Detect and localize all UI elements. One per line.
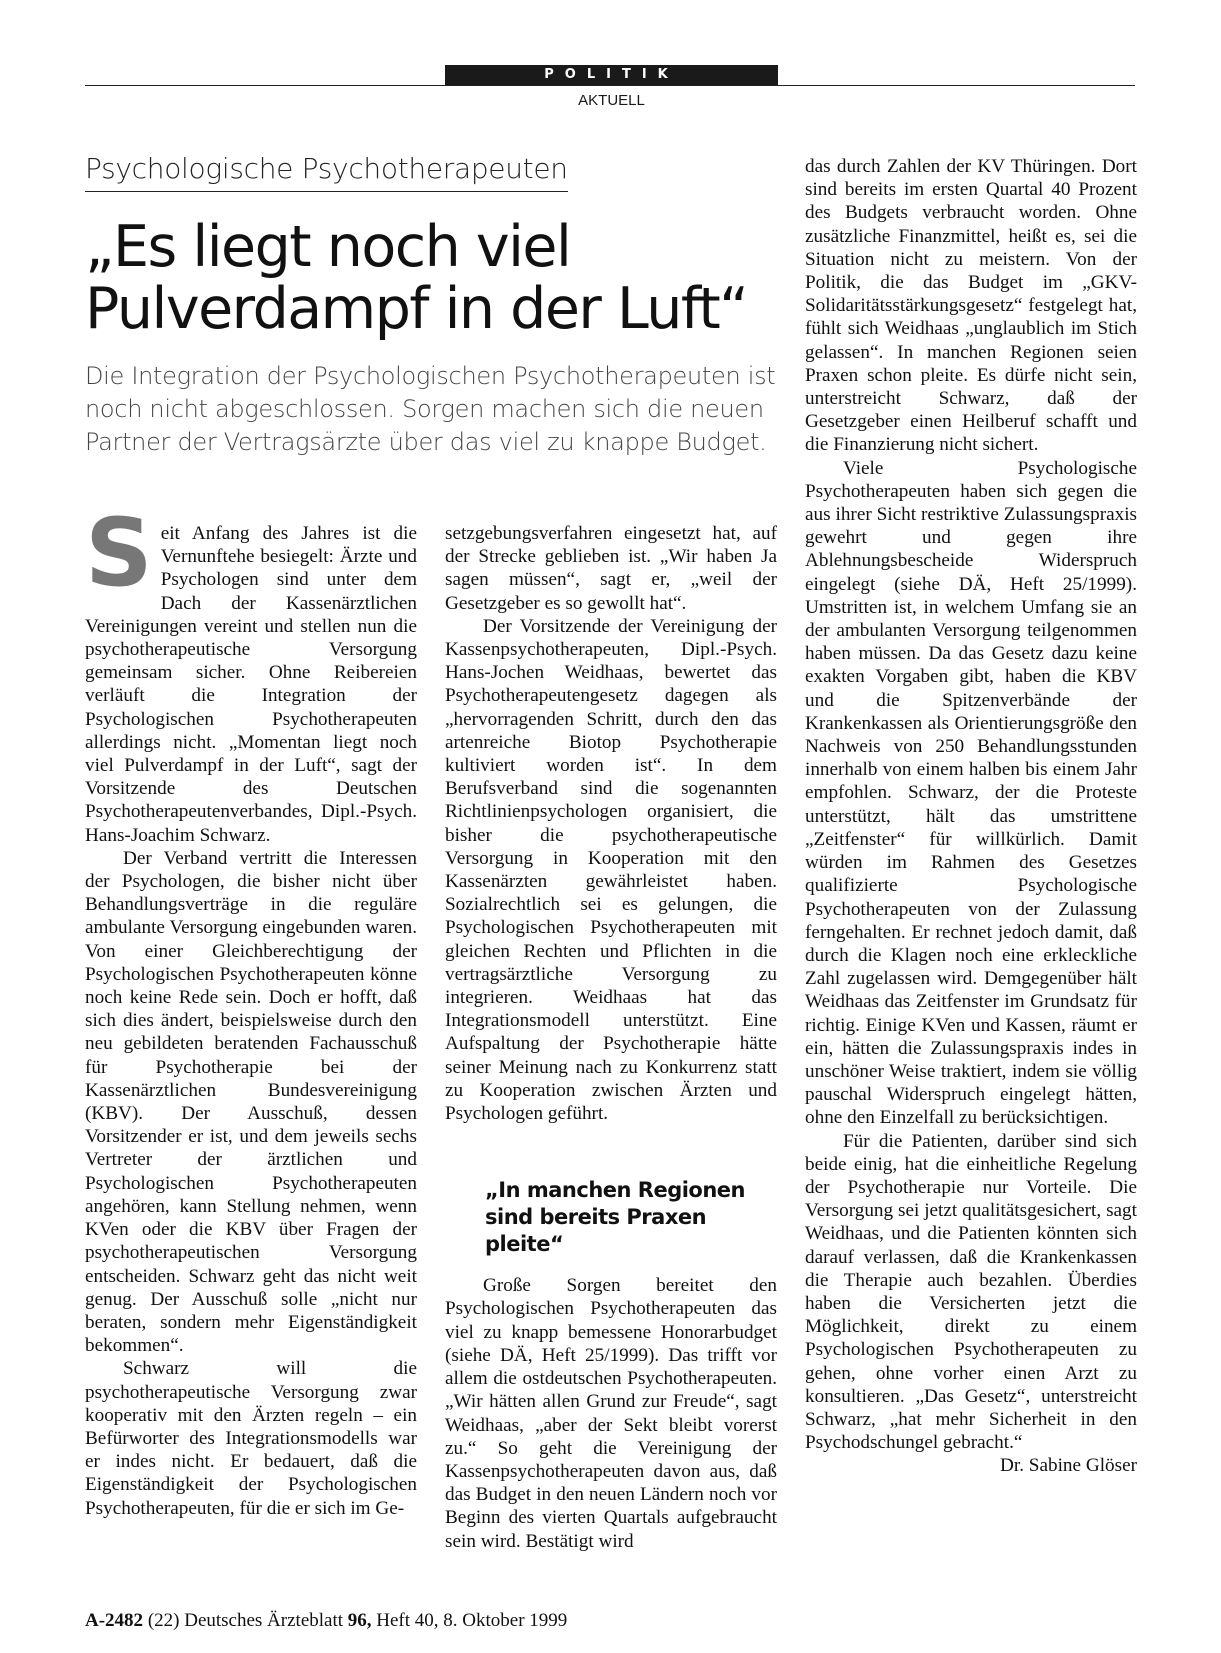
paragraph: Der Vorsitzende der Vereinigung der Kassenpsychotherapeuten, Dipl.-Psych. Hans-Jochen Weidhaas, bewertet das Psychotherapeutengesetz dagegen als „hervorragenden Schritt, durch den das artenreiche Biotop Psychotherapie kultiviert worden ist“. In dem Berufsverband sind die sogenannten Richtlinienpsychologen organisiert, die bisher die psychotherapeutische Versorgung in Kooperation mit den Kassenärzten gewährleistet haben. Sozialrechtlich sei es gelungen, die Psychologischen Psychotherapeuten mit gleichen Rechten und Pflichten in die vertragsärztliche Versorgung zu integrieren. Weidhaas hat das Integrationsmodell unterstützt. Eine Aufspaltung der Psychotherapie hätte seiner Meinung nach zu Konkurrenz statt zu Kooperation zwischen Ärzten und Psychologen geführt.	[445, 615, 777, 1125]
page-footer	[85, 1610, 567, 1632]
section-label: POLITIK	[445, 65, 778, 85]
paragraph: Schwarz will die psychotherapeutische Versorgung zwar kooperativ mit den Ärzten regeln – ein Befürworter des Integrationsmodells war er indes nicht. Er bedauert, daß die Eigenständigkeit der Psychologischen Psychotherapeuten, für die er sich im Ge-	[85, 1358, 417, 1519]
paragraph: das durch Zahlen der KV Thüringen. Dort sind bereits im ersten Quartal 40 Prozent des Budgets verbraucht worden. Ohne zusätzliche Finanzmittel, heißt es, sei die Situation nicht zu meistern. Von der Politik, die das Budget im „GKV-Solidaritätsstärkungsgesetz“ festgelegt hat, fühlt sich Weidhaas „unglaublich im Stich gelassen“. In manchen Regionen seien Praxen schon pleite. Es dürfe nicht sein, unterstreicht Schwarz, daß der Gesetzgeber einen Heilberuf schafft und die Finanzierung nicht sichert.	[805, 156, 1137, 456]
paragraph: Viele Psychologische Psychotherapeuten haben sich gegen die aus ihrer Sicht restriktive Zulassungspraxis gewehrt und gegen ihre Ablehnungsbescheide Widerspruch eingelegt (siehe DÄ, Heft 25/1999). Umstritten ist, in welchem Umfang sie an der ambulanten Versorgung teilgenommen haben müssen. Da das Gesetz dazu keine exakten Vorgaben gibt, haben die KBV und die Spitzenverbände der Krankenkassen als Orientierungsgröße den Nachweis von 250 Behandlungsstunden innerhalb von einem halben bis einem Jahr empfohlen. Schwarz, der die Proteste unterstützt, hält das umstrittene „Zeitfenster“ für willkürlich. Damit würden im Rahmen des Gesetzes qualifizierte Psychologische Psychotherapeuten von der Zulassung ferngehalten. Er rechnet jedoch damit, daß durch die Klagen noch eine erkleckliche Zahl zugelassen wird. Demgegenüber hält Weidhaas das Zeitfenster im Grundsatz für richtig. Einige KVen und Kassen, räumt er ein, hätten die Zulassungspraxis indes in unschöner Weise traktiert, indem sie völlig pauschal Widerspruch eingelegt hätten, ohne den Einzelfall zu berücksichtigen.	[805, 457, 1137, 1129]
article-lead: Die Integration der Psychologischen Psychotherapeuten ist noch nicht abgeschlossen. Sorgen machen sich die neuen Partner der Vertragsärzte über das viel zu knappe Budget.	[85, 362, 776, 456]
footer-issue: Heft 40, 8. Oktober 1999	[376, 1610, 568, 1631]
paragraph	[805, 1130, 1137, 1477]
column-2	[445, 522, 777, 1553]
headline-line-2: Pulverdampf in der Luft“	[85, 276, 748, 342]
subheading-line-1: „In manchen Regionen	[485, 1178, 745, 1203]
drop-cap: S	[85, 499, 153, 608]
paragraph: Der Verband vertritt die Interessen der Psychologen, die bisher nicht über Behandlungsverträge in die reguläre ambulante Versorgung eingebunden waren. Von einer Gleichberechtigung der Psychologischen Psychotherapeuten könne noch keine Rede sein. Doch er hofft, daß sich dies ändert, beispielsweise durch den neu gebildeten beratenden Fachausschuß für Psychotherapie bei der Kassenärztlichen Bundesvereinigung (KBV). Der Ausschuß, dessen Vorsitzender er ist, und dem jeweils sechs Vertreter der ärztlichen und Psychologischen Psychotherapeuten angehören, kann Stellung nehmen, wenn KVen oder die KBV über Fragen der psychotherapeutischen Versorgung entscheiden. Schwarz geht das nicht weit genug. Der Ausschuß solle „nicht nur beraten, sondern mehr Eigenständigkeit bekommen“.	[85, 847, 417, 1357]
paragraph: setzgebungsverfahren eingesetzt hat, auf der Strecke geblieben ist. „Wir haben Ja sagen müssen“, sagt er, „weil der Gesetzgeber es so gewollt hat“.	[445, 523, 777, 614]
paragraph-text: Für die Patienten, darüber sind sich beide einig, hat die einheitliche Regelung der Psychotherapie nur Vorteile. Die Versorgung sei jetzt qualitätsgesichert, sagt Weidhaas, und die Patienten könnten sich darauf verlassen, daß die Krankenkassen die Therapie auch bezahlen. Überdies haben die Versicherten jetzt die Möglichkeit, direkt zu einem Psychologischen Psychotherapeuten zu gehen, ohne vorher einen Arzt zu konsultieren. „Das Gesetz“, unterstreicht Schwarz, „hat mehr Sicherheit in den Psychodschungel gebracht.“	[805, 1130, 1137, 1454]
author-signature: Dr. Sabine Glöser	[1000, 1455, 1137, 1477]
column-1	[85, 499, 417, 1520]
article-headline	[85, 216, 785, 340]
article-kicker: Psychologische Psychotherapeuten	[85, 152, 568, 192]
page-number: A-2482	[85, 1610, 144, 1631]
header-rule	[85, 85, 1135, 86]
subsection-label: AKTUELL	[578, 92, 645, 109]
headline-line-1: „Es liegt noch viel	[85, 214, 571, 280]
paragraph: Große Sorgen bereitet den Psychologischen Psychotherapeuten das viel zu knapp bemessene Honorarbudget (siehe DÄ, Heft 25/1999). Das trifft vor allem die ostdeutschen Psychotherapeuten. „Wir hätten allen Grund zur Freude“, sagt Weidhaas, „aber der Sekt bleibt vorerst zu.“ So geht die Vereinigung der Kassenpsychotherapeuten davon aus, daß das Budget in den neuen Ländern noch vor Beginn des vierten Quartals aufgebraucht sein wird. Bestätigt wird	[445, 1275, 777, 1552]
subheading	[485, 1177, 777, 1258]
paragraph-text: eit Anfang des Jahres ist die Vernunftehe besiegelt: Ärzte und Psychologen sind unter dem Dach der Kassenärztlichen Vereinigungen vereint und stellen nun die psychotherapeutische Versorgung gemeinsam sicher. Ohne Reibereien verläuft die Integration der Psychologischen Psychotherapeuten allerdings nicht. „Momentan liegt noch viel Pulverdampf in der Luft“, sagt der Vorsitzende des Deutschen Psychotherapeutenverbandes, Dipl.-Psych. Hans-Joachim Schwarz.	[85, 523, 417, 846]
column-3	[805, 155, 1137, 1478]
paragraph	[85, 499, 417, 847]
footer-volume: 96,	[347, 1610, 372, 1631]
footer-publication: (22) Deutsches Ärzteblatt	[147, 1610, 344, 1631]
subheading-line-2: sind bereits Praxen pleite“	[485, 1205, 707, 1257]
